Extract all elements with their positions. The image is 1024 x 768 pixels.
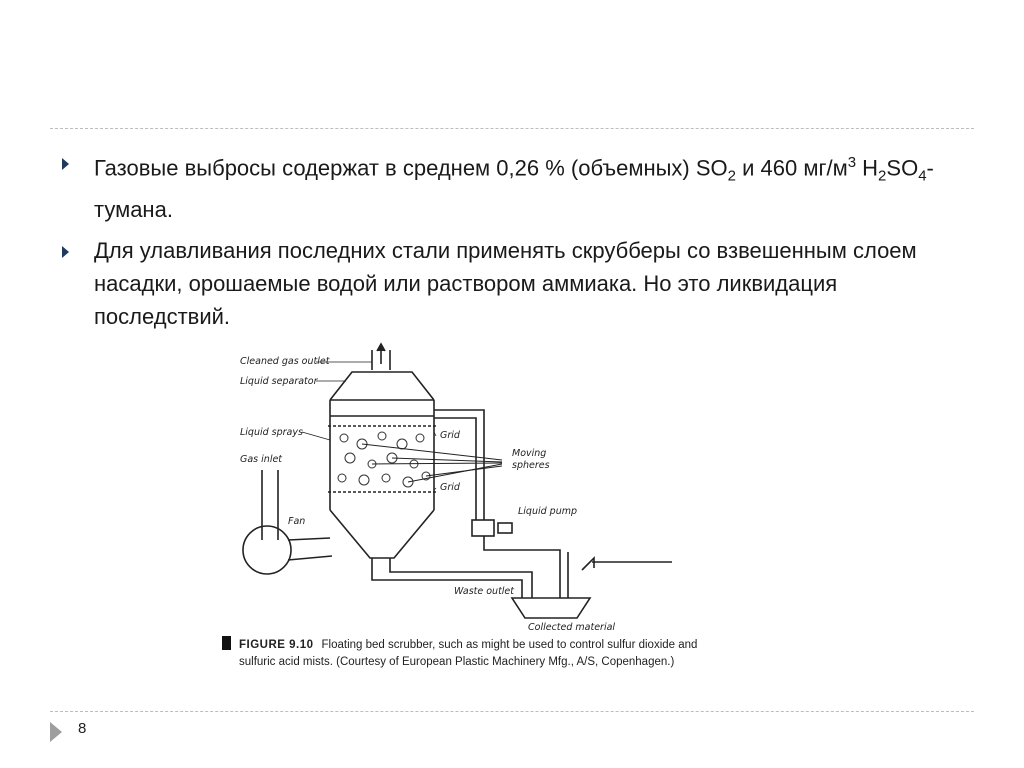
collection-tank <box>512 598 590 618</box>
pump-motor <box>498 523 512 533</box>
figure-caption <box>222 636 812 671</box>
water-valve-icon <box>582 558 594 570</box>
scrubber-diagram <box>222 340 812 636</box>
footer-arrow-icon <box>50 722 62 742</box>
label-gas-inlet: Gas inlet <box>240 454 283 465</box>
so4-subscript: 4 <box>918 167 927 185</box>
top-divider <box>50 128 974 129</box>
separator-hood <box>330 372 434 400</box>
so2-subscript: 2 <box>727 167 736 185</box>
label-moving: Moving <box>512 448 547 459</box>
fan-duct-bottom <box>288 556 332 560</box>
caption-line-1: Floating bed scrubber, such as might be used to control sulfur dioxide and <box>321 639 698 651</box>
label-grid-bottom: Grid <box>440 482 460 493</box>
m3-superscript: 3 <box>847 154 857 171</box>
pump-box <box>472 520 494 536</box>
bullet-list <box>60 146 940 341</box>
bullet-text-1d: SO <box>886 155 919 181</box>
fan-duct-top <box>288 538 330 540</box>
bullet-text-1e: -тумана. <box>94 155 934 222</box>
label-liquid-pump: Liquid pump <box>518 506 578 517</box>
label-liquid-sprays: Liquid sprays <box>240 427 303 438</box>
column-cone <box>330 510 434 558</box>
h2-subscript: 2 <box>878 167 887 185</box>
bullet-text-1c: H <box>856 155 879 181</box>
label-cleaned-gas-outlet: Cleaned gas outlet <box>240 356 330 367</box>
label-liquid-separator: Liquid separator <box>240 376 318 387</box>
caption-line-2: sulfuric acid mists. (Courtesy of European Plastic Machinery Mfg., A/S, Copenhagen.) <box>239 656 675 668</box>
label-collected-material: Collected material <box>528 622 616 633</box>
bullet-item-scrubbers <box>60 234 940 333</box>
caption-marker <box>222 636 231 650</box>
bullet-text-1b: и 460 мг/м <box>735 155 848 181</box>
label-fan: Fan <box>288 516 306 527</box>
label-spheres: spheres <box>512 460 550 471</box>
label-grid-top: Grid <box>440 430 460 441</box>
bullet-item-emissions <box>60 146 940 226</box>
label-waste-outlet: Waste outlet <box>454 586 515 597</box>
scrubber-figure <box>222 340 812 680</box>
bottom-divider <box>50 711 974 712</box>
bullet-text-1a: Газовые выбросы содержат в среднем 0,26 % (объемных) SO <box>94 155 728 181</box>
outlet-arrowhead-icon <box>377 344 385 351</box>
figure-number: FIGURE 9.10 <box>239 639 314 651</box>
fan-housing <box>243 526 291 574</box>
bullet-arrow-icon <box>62 158 69 170</box>
bullet-arrow-icon <box>62 246 69 258</box>
page-number: 8 <box>78 720 87 737</box>
bullet-text-2: Для улавливания последних стали применять скрубберы со взвешенным слоем насадки, орошаемые водой или раствором аммиака. Но это ликвидация последствий. <box>94 237 917 329</box>
